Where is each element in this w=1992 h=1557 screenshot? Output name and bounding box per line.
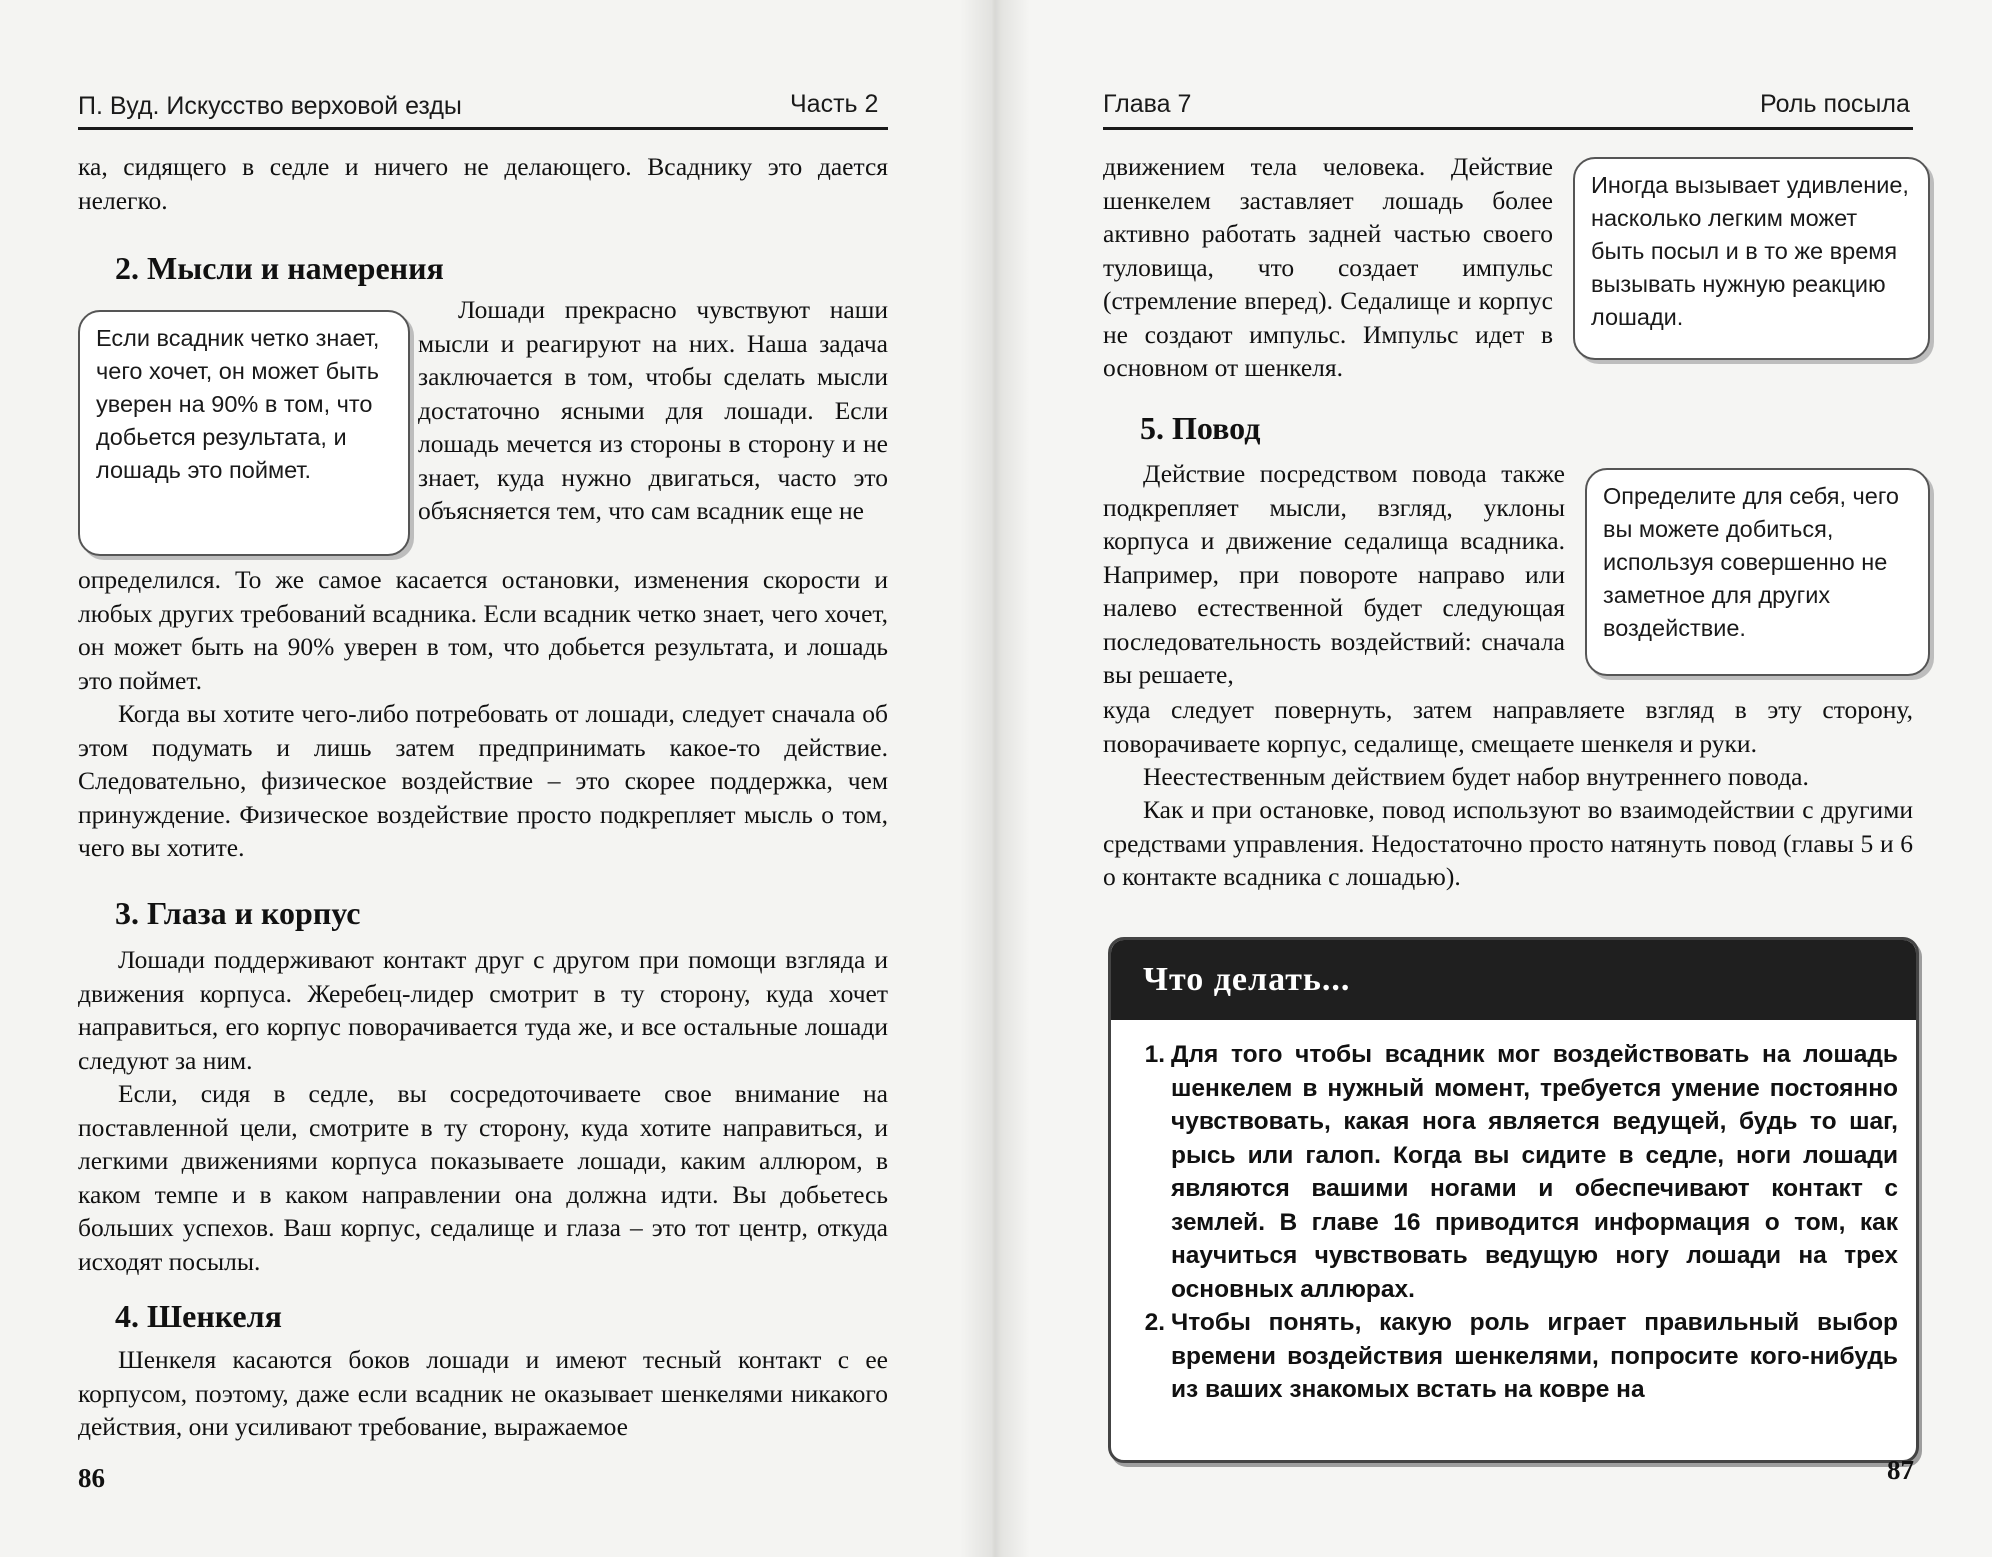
section-3-paragraph-1: Лошади поддерживают контакт друг с другом при помощи взгляда и движения корпуса. Жеребец-лидер смотрит в ту сторону, куда хочет направиться, его корпус поворачивается туда же, и все остальные лошади следуют за ним.	[78, 945, 888, 1075]
what-to-do-list	[1111, 1020, 1916, 1407]
right-page-number: 87	[1887, 1455, 1914, 1485]
rein-callout: Определите для себя, чего вы можете добиться, используя совершенно не заметное для других воздействие.	[1585, 468, 1930, 676]
right-running-title: Роль посыла	[1760, 90, 1910, 118]
what-to-do-title: Что делать...	[1111, 940, 1916, 1020]
left-page-number: 86	[78, 1463, 105, 1493]
left-running-title: П. Вуд. Искусство верховой езды	[78, 92, 462, 120]
section-2-heading: 2. Мысли и намерения	[115, 250, 444, 286]
item-number: 1.	[1144, 1041, 1165, 1068]
left-part-label: Часть 2	[790, 90, 879, 118]
section-5-heading: 5. Повод	[1140, 410, 1261, 446]
section-5-continued: куда следует повернуть, затем направляете взгляд в эту сторону, поворачиваете корпус, седалище, смещаете шенкеля и руки.	[1103, 695, 1913, 758]
section-3-heading: 3. Глаза и корпус	[115, 895, 361, 931]
thoughts-callout: Если всадник четко знает, чего хочет, он может быть уверен на 90% в том, что добьется результата, и лошадь это поймет.	[78, 310, 410, 556]
section-5-wrap-text: Действие посредством повода также подкрепляет мысли, взгляд, уклоны корпуса и движение седалища всадника. Например, при повороте направо или налево естественной будет следующая последовательность воздействий: сначала вы решаете,	[1103, 459, 1565, 689]
right-intro-paragraph: движением тела человека. Действие шенкелем заставляет лошадь более активно работать задней частью своего туловища, что создает импульс (стремление вперед). Седалище и корпус не создают импульс. Импульс идет в основном от шенкеля.	[1103, 152, 1553, 382]
left-header-rule	[78, 127, 888, 130]
section-4-paragraph-1: Шенкеля касаются боков лошади и имеют тесный контакт с ее корпусом, поэтому, даже если всадник не оказывает шенкелями никакого действия, они усиливают требование, выражаемое	[78, 1345, 888, 1441]
section-3-paragraph-2: Если, сидя в седле, вы сосредоточиваете свое внимание на поставленной цели, смотрите в ту сторону, куда хотите направиться, и легкими движениями корпуса показываете лошади, каким аллюром, в каком темпе и в каком направлении она должна идти. Вы добьетесь больших успехов. Ваш корпус, седалище и глаза – это тот центр, откуда исходят посылы.	[78, 1079, 888, 1276]
right-chapter-label: Глава 7	[1103, 90, 1192, 118]
section-2-continued: определился. То же самое касается остановки, изменения скорости и любых других требований всадника. Если всадник четко знает, чего хочет, он может быть на 90% уверен в том, что добьется результата, и лошадь это поймет.	[78, 565, 888, 695]
book-gutter	[960, 0, 1030, 1557]
section-2-paragraph-2: Когда вы хотите чего-либо потребовать от лошади, следует сначала об этом подумать и лишь затем предпринимать какое-то действие. Следовательно, физическое воздействие – это скорее поддержка, чем принуждение. Физическое воздействие просто подкрепляет мысль о том, чего вы хотите.	[78, 699, 888, 862]
item-text: Чтобы понять, какую роль играет правильный выбор времени воздействия шенкелями, попросите кого-нибудь из ваших знакомых встать на ковре на	[1171, 1309, 1898, 1403]
what-to-do-item	[1129, 1038, 1898, 1306]
section-5-paragraph-3: Как и при остановке, повод используют во взаимодействии с другими средствами управления. Недостаточно просто натянуть повод (главы 5 и 6 о контакте всадника с лошадью).	[1103, 795, 1913, 891]
right-header-rule	[1103, 127, 1913, 130]
item-text: Для того чтобы всадник мог воздействовать на лошадь шенкелем в нужный момент, требуется умение постоянно чувствовать, какая нога является ведущей, будь то шаг, рысь или галоп. Когда вы сидите в седле, ноги лошади являются вашими ногами и обеспечивают контакт с землей. В главе 16 приводится информация о том, как научиться чувствовать ведущую ногу лошади на трех основных аллюрах.	[1171, 1041, 1898, 1303]
section-4-heading: 4. Шенкеля	[115, 1298, 282, 1334]
item-number: 2.	[1144, 1309, 1165, 1336]
what-to-do-item	[1129, 1306, 1898, 1407]
what-to-do-box	[1108, 937, 1919, 1463]
left-intro-paragraph: ка, сидящего в седле и ничего не делающего. Всаднику это дается нелегко.	[78, 152, 888, 215]
section-2-wrap-text: Лошади прекрасно чувствуют наши мысли и реагируют на них. Наша задача заключается в том, чтобы сделать мысли достаточно ясными для лошади. Если лошадь мечется из стороны в сторону и не знает, куда нужно двигаться, часто это объясняется тем, что сам всадник еще не	[418, 295, 888, 525]
signal-callout: Иногда вызывает удивление, насколько легким может быть посыл и в то же время вызывать нужную реакцию лошади.	[1573, 157, 1930, 360]
section-5-paragraph-2: Неестественным действием будет набор внутреннего повода.	[1143, 762, 1809, 791]
